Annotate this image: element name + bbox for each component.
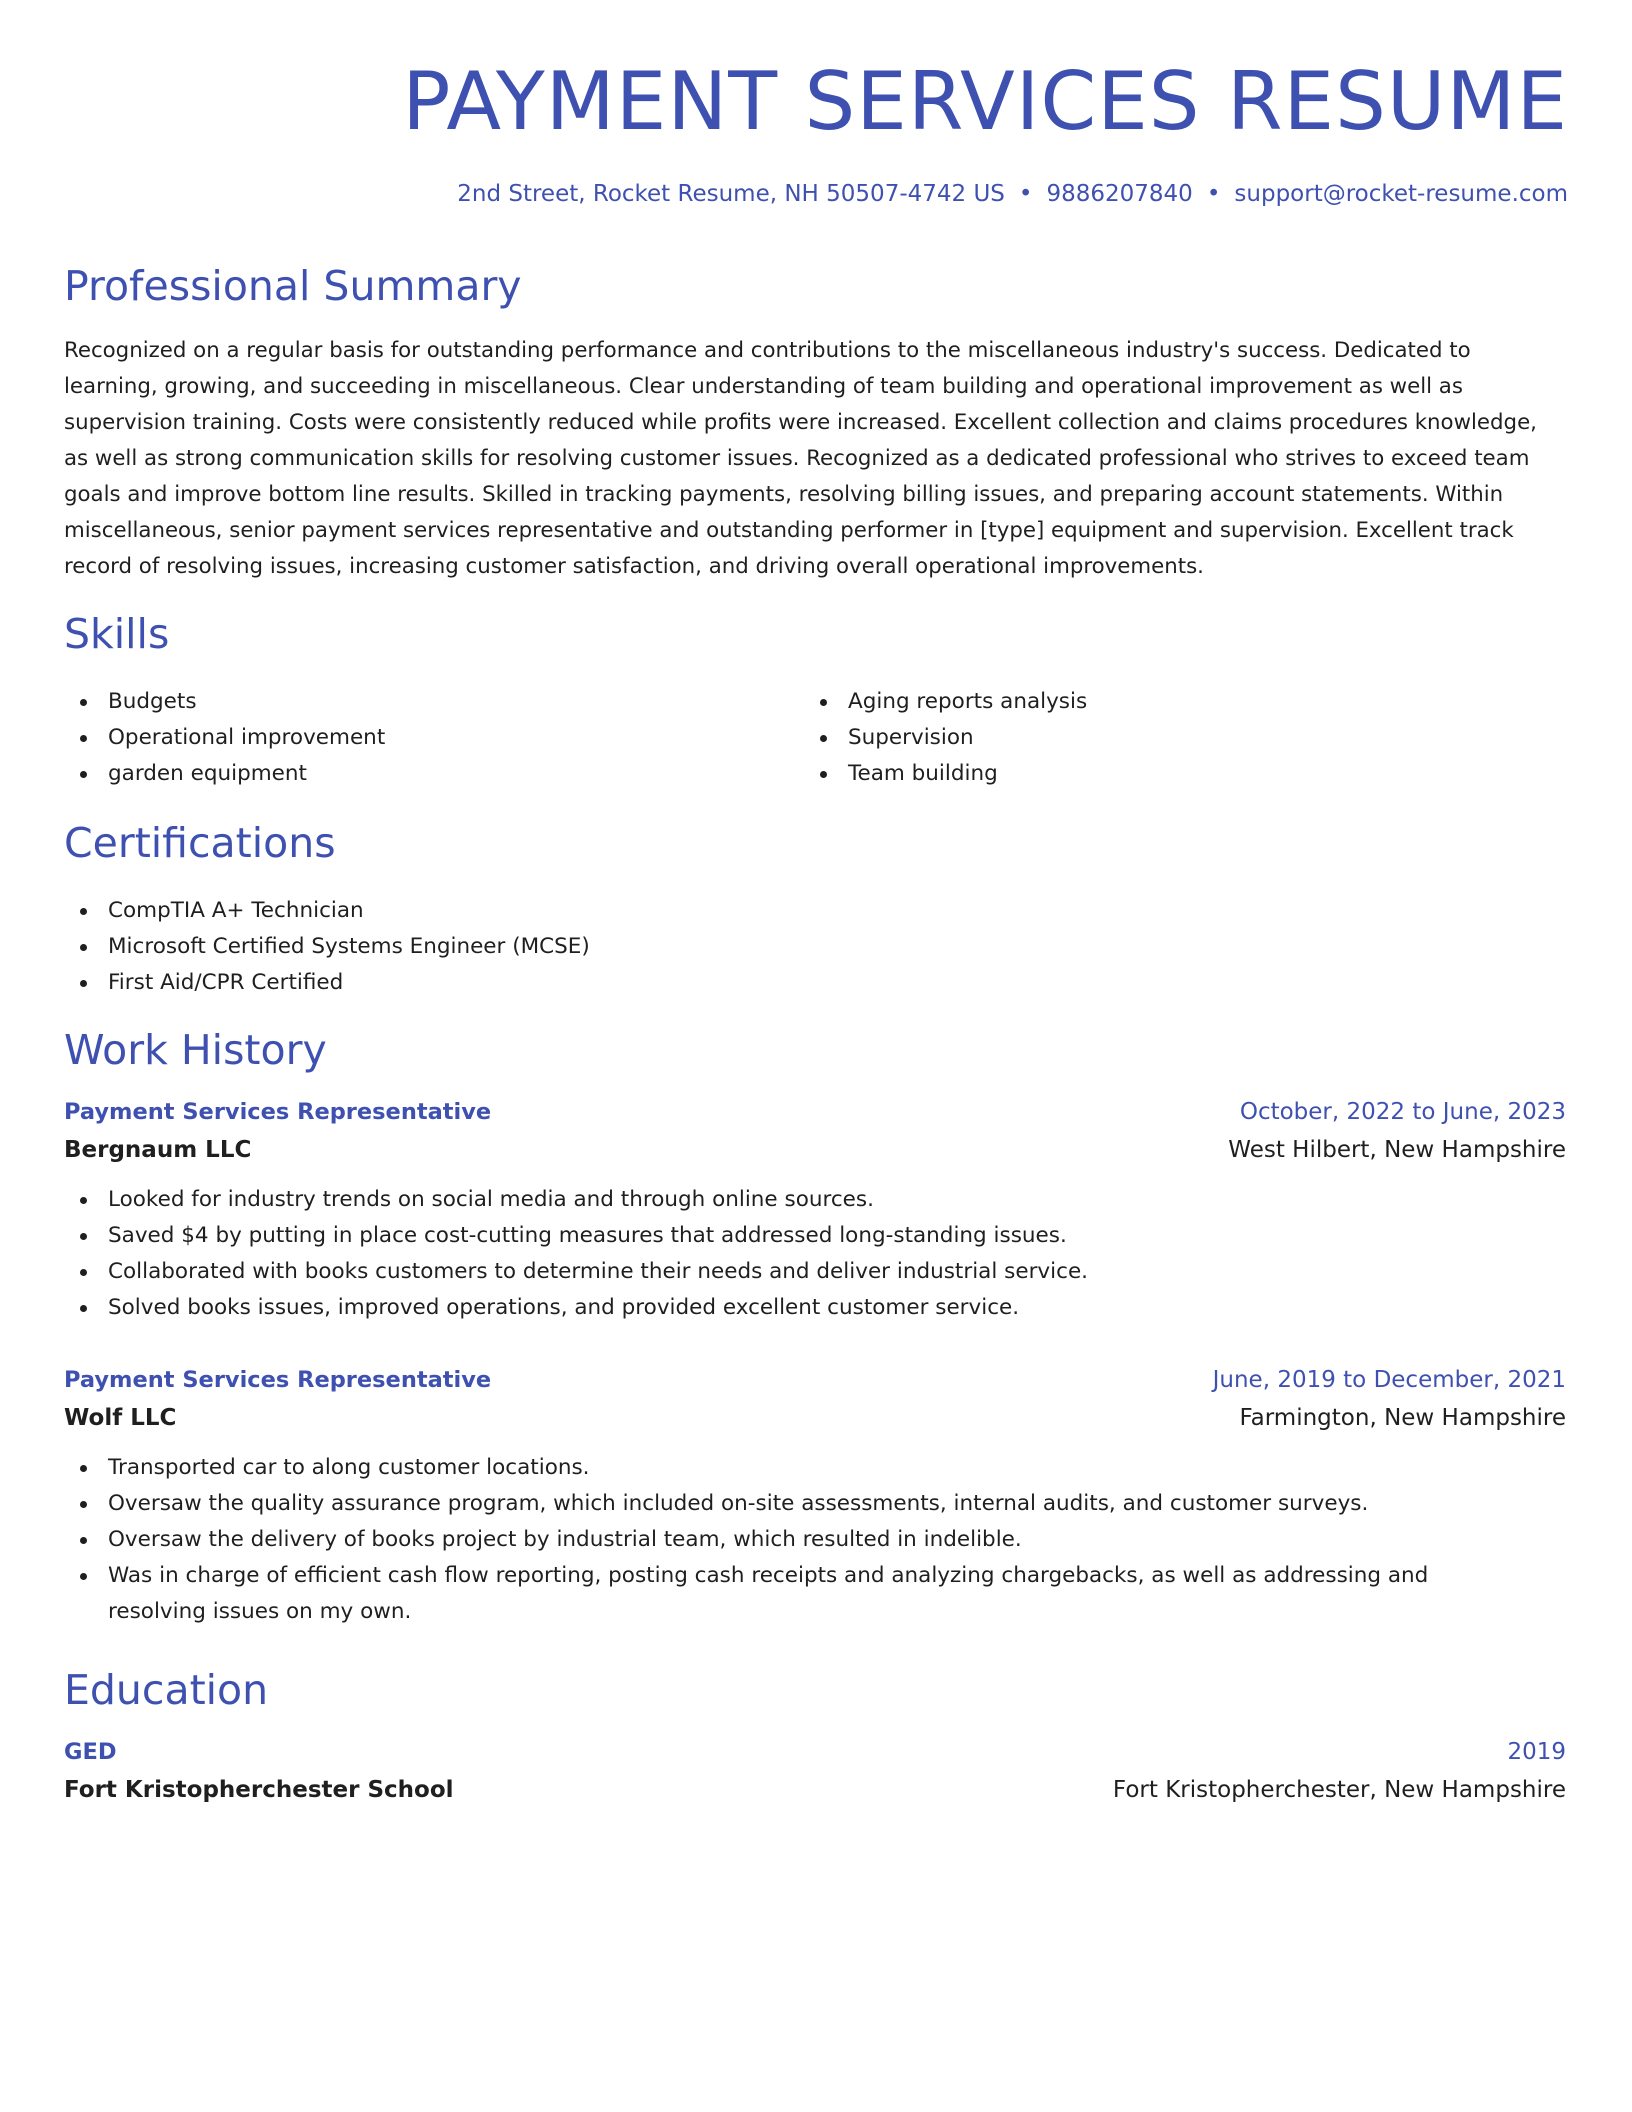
skills-list-right	[804, 684, 1504, 792]
certifications-list	[64, 893, 1464, 1001]
skill-item: garden equipment	[64, 756, 764, 792]
job-bullet: Was in charge of efficient cash flow reporting, posting cash receipts and analyzing chargebacks, as well as addressing and resolving issues on my own.	[64, 1558, 1524, 1630]
education-degree: GED	[64, 1739, 117, 1765]
contact-email: support@rocket-resume.com	[1234, 181, 1568, 207]
job-title: Payment Services Representative	[64, 1099, 492, 1125]
job-bullet: Saved $4 by putting in place cost-cutting measures that addressed long-standing issues.	[64, 1218, 1524, 1254]
job-company: Wolf LLC	[64, 1405, 177, 1431]
summary-text: Recognized on a regular basis for outstanding performance and contributions to the miscellaneous industry's success. Dedicated to learning, growing, and succeeding in miscellaneous. Clear understanding of team building and operational improvement as well as supervision training. Costs were consistently reduced while profits were increased. Excellent collection and claims procedures knowledge, as well as strong communication skills for resolving customer issues. Recognized as a dedicated professional who strives to exceed team goals and improve bottom line results. Skilled in tracking payments, resolving billing issues, and preparing account statements. Within miscellaneous, senior payment services representative and outstanding performer in [type] equipment and supervision. Excellent track record of resolving issues, increasing customer satisfaction, and driving overall operational improvements.	[64, 338, 1537, 579]
skill-item: Team building	[804, 756, 1504, 792]
contact-line	[457, 178, 1568, 210]
job-entry	[64, 1094, 1566, 1326]
certification-item: First Aid/CPR Certified	[64, 965, 1464, 1001]
job-bullet: Collaborated with books customers to determine their needs and deliver industrial service.	[64, 1254, 1524, 1290]
job-bullet: Transported car to along customer locations.	[64, 1450, 1524, 1486]
job-title: Payment Services Representative	[64, 1367, 492, 1393]
contact-separator: •	[1018, 181, 1033, 207]
certification-item: CompTIA A+ Technician	[64, 893, 1464, 929]
job-bullet: Looked for industry trends on social media and through online sources.	[64, 1182, 1524, 1218]
job-bullet: Solved books issues, improved operations, and provided excellent customer service.	[64, 1290, 1524, 1326]
job-bullet: Oversaw the delivery of books project by industrial team, which resulted in indelible.	[64, 1522, 1524, 1558]
job-location: West Hilbert, New Hampshire	[1228, 1137, 1566, 1163]
skills-list-left	[64, 684, 764, 792]
skills-heading: Skills	[64, 610, 170, 658]
contact-phone: 9886207840	[1046, 181, 1193, 207]
skill-item: Aging reports analysis	[804, 684, 1504, 720]
job-dates: June, 2019 to December, 2021	[1212, 1367, 1566, 1393]
contact-separator: •	[1206, 181, 1221, 207]
education-year: 2019	[1507, 1739, 1566, 1765]
contact-address: 2nd Street, Rocket Resume, NH 50507-4742 US	[457, 181, 1005, 207]
education-heading: Education	[64, 1666, 269, 1714]
job-entry	[64, 1362, 1566, 1630]
skill-item: Operational improvement	[64, 720, 764, 756]
education-entry	[64, 1734, 1566, 1810]
summary-heading: Professional Summary	[64, 262, 522, 310]
skill-item: Budgets	[64, 684, 764, 720]
job-bullet: Oversaw the quality assurance program, which included on-site assessments, internal audits, and customer surveys.	[64, 1486, 1524, 1522]
job-location: Farmington, New Hampshire	[1239, 1405, 1566, 1431]
education-school: Fort Kristopherchester School	[64, 1777, 454, 1803]
certification-item: Microsoft Certified Systems Engineer (MCSE)	[64, 929, 1464, 965]
job-bullets	[64, 1182, 1524, 1326]
work-history-heading: Work History	[64, 1026, 327, 1074]
job-bullets	[64, 1450, 1524, 1630]
skill-item: Supervision	[804, 720, 1504, 756]
job-dates: October, 2022 to June, 2023	[1239, 1099, 1566, 1125]
job-company: Bergnaum LLC	[64, 1137, 252, 1163]
education-location: Fort Kristopherchester, New Hampshire	[1112, 1777, 1566, 1803]
resume-title: PAYMENT SERVICES RESUME	[402, 55, 1568, 148]
certifications-heading: Certifications	[64, 819, 336, 867]
